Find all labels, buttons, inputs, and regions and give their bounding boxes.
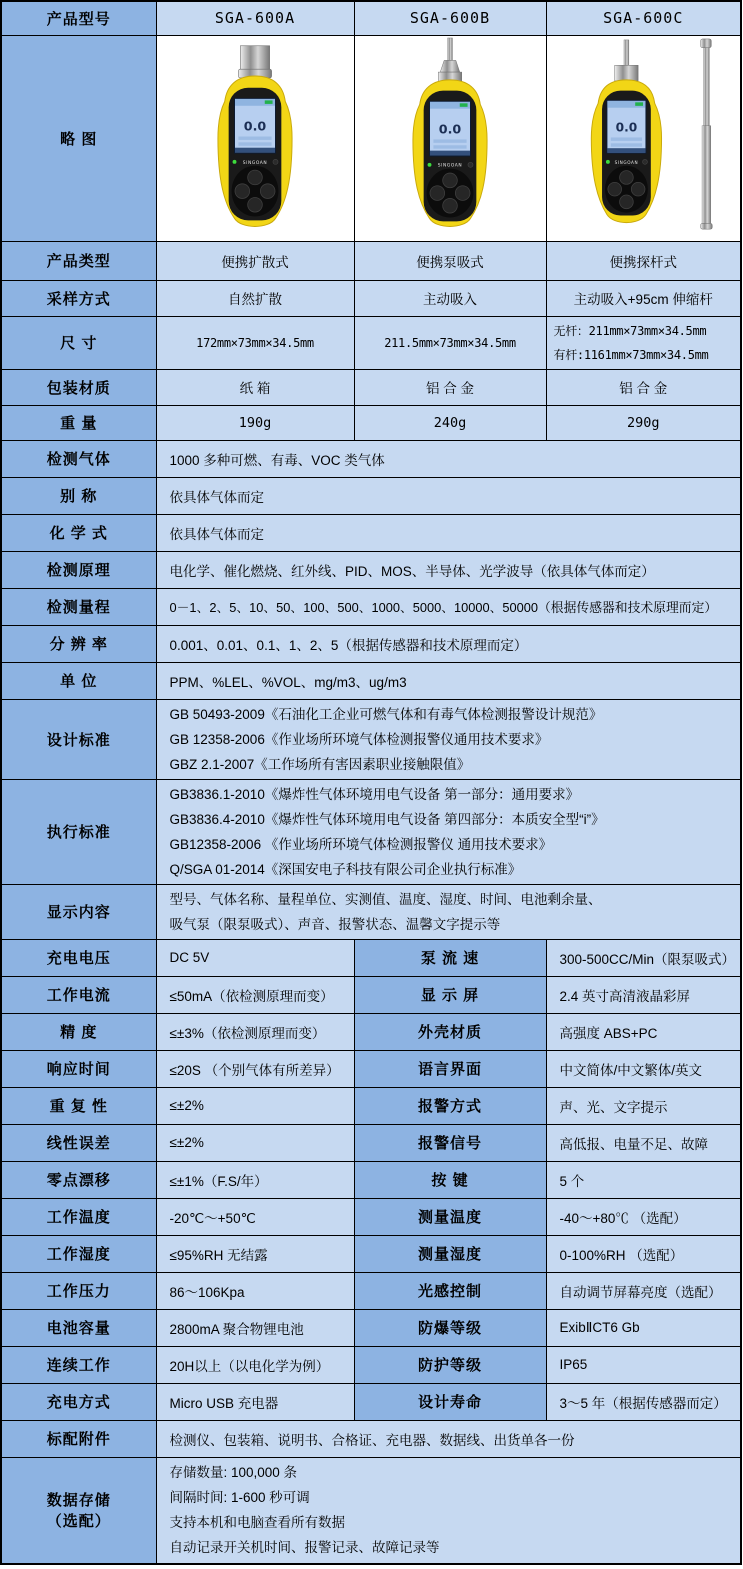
value-packaging-c: 铝 合 金 <box>546 369 741 405</box>
label-detection-principle: 检测原理 <box>1 551 156 588</box>
execution-standard-line2: GB3836.4-2010《爆炸性气体环境用电气设备 第四部分：本质安全型“i”》 <box>169 811 605 827</box>
row-detection-range <box>1 588 741 625</box>
value-alias: 依具体气体而定 <box>156 477 741 514</box>
row-display-content <box>1 884 741 939</box>
row-response-time-language <box>1 1050 741 1087</box>
value-sampling-a: 自然扩散 <box>156 280 354 316</box>
label-working-current: 工作电流 <box>1 976 156 1013</box>
power-button-icon <box>468 162 473 167</box>
row-working-pressure-light-control <box>1 1272 741 1309</box>
label-continuous-work: 连续工作 <box>1 1346 156 1383</box>
value-weight-c: 290g <box>546 405 741 440</box>
value-detection-range: 0－1、2、5、10、50、100、500、1000、5000、10000、50000（根据传感器和技术原理而定） <box>156 588 741 625</box>
brand-text: SINGOAN <box>437 163 463 169</box>
value-dimensions-b: 211.5mm×73mm×34.5mm <box>354 316 546 369</box>
header-row <box>1 1 741 35</box>
row-resolution <box>1 625 741 662</box>
label-execution-standards: 执行标准 <box>1 779 156 884</box>
label-battery-capacity: 电池容量 <box>1 1309 156 1346</box>
value-chemical-formula: 依具体气体而定 <box>156 514 741 551</box>
product-image-cell-b <box>354 35 546 241</box>
brand-text: SINGOAN <box>614 159 638 165</box>
status-led <box>428 162 432 166</box>
value-response-time: ≤20S （个别气体有所差异） <box>156 1050 354 1087</box>
label-charging-voltage: 充电电压 <box>1 939 156 976</box>
label-protection-rating: 防护等级 <box>354 1346 546 1383</box>
sampling-inlet-icon <box>614 39 637 80</box>
model-name-sga600a: SGA-600A <box>156 1 354 35</box>
row-design-standards <box>1 699 741 779</box>
label-alarm-mode: 报警方式 <box>354 1087 546 1124</box>
row-charging-voltage-pump-flow <box>1 939 741 976</box>
model-name-sga600c: SGA-600C <box>546 1 741 35</box>
battery-icon <box>460 103 468 107</box>
button-cluster <box>427 168 474 217</box>
label-chemical-formula: 化 学 式 <box>1 514 156 551</box>
product-image-cell-a <box>156 35 354 241</box>
value-shell-material: 高强度 ABS+PC <box>546 1013 741 1050</box>
label-weight: 重 量 <box>1 405 156 440</box>
label-buttons: 按 键 <box>354 1161 546 1198</box>
display-content-line2: 吸气泵（限泵吸式）、声音、报警状态、温馨文字提示等 <box>169 916 501 932</box>
execution-standard-line4: Q/SGA 01-2014《深国安电子科技有限公司企业执行标准》 <box>169 861 522 877</box>
value-product-type-c: 便携探杆式 <box>546 241 741 280</box>
status-led <box>606 159 610 163</box>
screen-reading: 0.0 <box>615 120 637 135</box>
row-linearity-error-alarm-signal <box>1 1124 741 1161</box>
label-data-storage <box>1 1457 156 1564</box>
label-working-humidity: 工作湿度 <box>1 1235 156 1272</box>
label-sampling-method: 采样方式 <box>1 280 156 316</box>
row-alias <box>1 477 741 514</box>
row-repeatability-alarm-mode <box>1 1087 741 1124</box>
value-units: PPM、%LEL、%VOL、mg/m3、ug/m3 <box>156 662 741 699</box>
design-standard-line3: GBZ 2.1-2007《工作场所有害因素职业接触限值》 <box>169 756 471 772</box>
value-detection-principle: 电化学、催化燃烧、红外线、PID、MOS、半导体、光学波导（依具体气体而定） <box>156 551 741 588</box>
row-execution-standards <box>1 779 741 884</box>
design-standard-line2: GB 12358-2006《作业场所环境气体检测报警仪通用技术要求》 <box>169 731 549 747</box>
value-product-type-a: 便携扩散式 <box>156 241 354 280</box>
value-sampling-b: 主动吸入 <box>354 280 546 316</box>
device-image-sga-600c <box>547 36 740 236</box>
row-data-storage <box>1 1457 741 1564</box>
value-sampling-c: 主动吸入+95cm 伸缩杆 <box>546 280 741 316</box>
value-packaging-a: 纸 箱 <box>156 369 354 405</box>
model-name-sga600b: SGA-600B <box>354 1 546 35</box>
power-button-icon <box>642 159 647 164</box>
value-display-content <box>156 884 741 939</box>
value-dimensions-a: 172mm×73mm×34.5mm <box>156 316 354 369</box>
device-screen <box>607 100 646 153</box>
value-working-pressure: 86～106Kpa <box>156 1272 354 1309</box>
row-zero-drift-buttons <box>1 1161 741 1198</box>
data-storage-label-line2: （选配） <box>46 1513 111 1531</box>
row-continuous-work-protection-rating <box>1 1346 741 1383</box>
screen-reading: 0.0 <box>438 121 462 137</box>
label-sketch: 略 图 <box>1 35 156 241</box>
label-detection-range: 检测量程 <box>1 588 156 625</box>
value-resolution: 0.001、0.01、0.1、1、2、5（根据传感器和技术原理而定） <box>156 625 741 662</box>
device-image-sga-600b <box>355 36 545 236</box>
label-charging-method: 充电方式 <box>1 1383 156 1420</box>
label-pump-flow: 泵 流 速 <box>354 939 546 976</box>
label-resolution: 分 辨 率 <box>1 625 156 662</box>
status-led <box>233 159 237 163</box>
row-detection-principle <box>1 551 741 588</box>
value-display-screen: 2.4 英寸高清液晶彩屏 <box>546 976 741 1013</box>
dimensions-c-line2: 有杆:1161mm×73mm×34.5mm <box>553 347 709 362</box>
row-standard-accessories <box>1 1420 741 1457</box>
value-working-temperature: -20℃～+50℃ <box>156 1198 354 1235</box>
data-storage-line4: 自动记录开关机时间、报警记录、故障记录等 <box>169 1540 440 1556</box>
value-zero-drift: ≤±1%（F.S/年） <box>156 1161 354 1198</box>
data-storage-line2: 间隔时间: 1-600 秒可调 <box>169 1490 310 1506</box>
label-explosion-proof-rating: 防爆等级 <box>354 1309 546 1346</box>
label-dimensions: 尺 寸 <box>1 316 156 369</box>
label-standard-accessories: 标配附件 <box>1 1420 156 1457</box>
data-storage-label-line1: 数据存储 <box>46 1492 111 1510</box>
value-standard-accessories: 检测仪、包装箱、说明书、合格证、充电器、数据线、出货单各一份 <box>156 1420 741 1457</box>
execution-standard-line1: GB3836.1-2010《爆炸性气体环境用电气设备 第一部分：通用要求》 <box>169 786 580 802</box>
power-button-icon <box>273 159 278 164</box>
header-label-product-model: 产品型号 <box>1 1 156 35</box>
value-linearity-error: ≤±2% <box>156 1124 354 1161</box>
row-product-type <box>1 241 741 280</box>
value-measure-temperature: -40～+80℃ （选配） <box>546 1198 741 1235</box>
label-language-ui: 语言界面 <box>354 1050 546 1087</box>
row-sampling-method <box>1 280 741 316</box>
label-zero-drift: 零点漂移 <box>1 1161 156 1198</box>
label-accuracy: 精 度 <box>1 1013 156 1050</box>
label-product-type: 产品类型 <box>1 241 156 280</box>
data-storage-line1: 存储数量: 100,000 条 <box>169 1465 298 1481</box>
row-detected-gases <box>1 440 741 477</box>
value-continuous-work: 20H以上（以电化学为例） <box>156 1346 354 1383</box>
value-working-current: ≤50mA（依检测原理而变） <box>156 976 354 1013</box>
row-charging-method-design-life <box>1 1383 741 1420</box>
value-measure-humidity: 0-100%RH （选配） <box>546 1235 741 1272</box>
value-alarm-signal: 高低报、电量不足、故障 <box>546 1124 741 1161</box>
value-packaging-b: 铝 合 金 <box>354 369 546 405</box>
value-detected-gases: 1000 多种可燃、有毒、VOC 类气体 <box>156 440 741 477</box>
row-working-temp-measure-temp <box>1 1198 741 1235</box>
value-weight-a: 190g <box>156 405 354 440</box>
row-battery-capacity-explosion-rating <box>1 1309 741 1346</box>
row-chemical-formula <box>1 514 741 551</box>
data-storage-line3: 支持本机和电脑查看所有数据 <box>169 1515 345 1531</box>
label-detected-gases: 检测气体 <box>1 440 156 477</box>
value-protection-rating: IP65 <box>546 1346 741 1383</box>
battery-icon <box>265 100 273 104</box>
product-image-cell-c <box>546 35 741 241</box>
value-weight-b: 240g <box>354 405 546 440</box>
button-cluster <box>232 165 279 216</box>
value-charging-voltage: DC 5V <box>156 939 354 976</box>
value-explosion-proof-rating: ExibⅡCT6 Gb <box>546 1309 741 1346</box>
value-product-type-b: 便携泵吸式 <box>354 241 546 280</box>
button-cluster <box>605 165 648 212</box>
row-accuracy-shell-material <box>1 1013 741 1050</box>
label-light-sensing-control: 光感控制 <box>354 1272 546 1309</box>
value-language-ui: 中文简体/中文繁体/英文 <box>546 1050 741 1087</box>
value-dimensions-c <box>546 316 741 369</box>
value-repeatability: ≤±2% <box>156 1087 354 1124</box>
value-execution-standards <box>156 779 741 884</box>
sketch-row <box>1 35 741 241</box>
value-alarm-mode: 声、光、文字提示 <box>546 1087 741 1124</box>
value-data-storage <box>156 1457 741 1564</box>
row-units <box>1 662 741 699</box>
label-alias: 别 称 <box>1 477 156 514</box>
row-packaging <box>1 369 741 405</box>
label-linearity-error: 线性误差 <box>1 1124 156 1161</box>
value-accuracy: ≤±3%（依检测原理而变） <box>156 1013 354 1050</box>
device-screen <box>430 101 471 156</box>
label-response-time: 响应时间 <box>1 1050 156 1087</box>
label-shell-material: 外壳材质 <box>354 1013 546 1050</box>
label-working-temperature: 工作温度 <box>1 1198 156 1235</box>
telescopic-rod-icon <box>700 38 712 228</box>
value-battery-capacity: 2800mA 聚合物锂电池 <box>156 1309 354 1346</box>
label-alarm-signal: 报警信号 <box>354 1124 546 1161</box>
label-measure-humidity: 测量湿度 <box>354 1235 546 1272</box>
label-working-pressure: 工作压力 <box>1 1272 156 1309</box>
display-content-line1: 型号、气体名称、量程单位、实测值、温度、湿度、时间、电池剩余量、 <box>169 891 602 907</box>
value-light-sensing-control: 自动调节屏幕亮度（选配） <box>546 1272 741 1309</box>
label-design-standards: 设计标准 <box>1 699 156 779</box>
design-standard-line1: GB 50493-2009《石油化工企业可燃气体和有毒气体检测报警设计规范》 <box>169 706 603 722</box>
label-measure-temperature: 测量温度 <box>354 1198 546 1235</box>
row-working-current-display-screen <box>1 976 741 1013</box>
brand-text: SINGOAN <box>242 160 268 166</box>
execution-standard-line3: GB12358-2006 《作业场所环境气体检测报警仪 通用技术要求》 <box>169 836 553 852</box>
label-units: 单 位 <box>1 662 156 699</box>
value-design-life: 3～5 年（根据传感器而定） <box>546 1383 741 1420</box>
sensor-cap-icon <box>238 45 271 77</box>
device-screen <box>235 98 276 153</box>
pump-probe-icon <box>438 37 461 82</box>
label-design-life: 设计寿命 <box>354 1383 546 1420</box>
value-design-standards <box>156 699 741 779</box>
label-display-content: 显示内容 <box>1 884 156 939</box>
value-working-humidity: ≤95%RH 无结露 <box>156 1235 354 1272</box>
row-working-humidity-measure-humidity <box>1 1235 741 1272</box>
screen-reading: 0.0 <box>243 118 267 134</box>
label-repeatability: 重 复 性 <box>1 1087 156 1124</box>
label-packaging: 包装材质 <box>1 369 156 405</box>
row-weight <box>1 405 741 440</box>
label-display-screen: 显 示 屏 <box>354 976 546 1013</box>
dimensions-c-line1: 无杆：211mm×73mm×34.5mm <box>553 323 707 338</box>
value-pump-flow: 300-500CC/Min（限泵吸式） <box>546 939 741 976</box>
value-buttons: 5 个 <box>546 1161 741 1198</box>
battery-icon <box>635 102 643 106</box>
device-image-sga-600a <box>160 36 350 236</box>
value-charging-method: Micro USB 充电器 <box>156 1383 354 1420</box>
row-dimensions <box>1 316 741 369</box>
